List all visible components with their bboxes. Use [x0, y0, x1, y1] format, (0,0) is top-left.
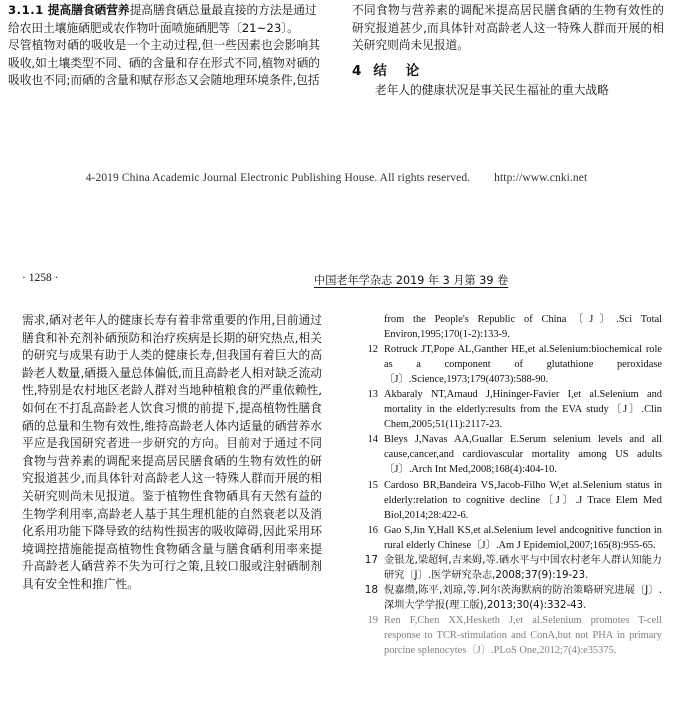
copyright-notice [0, 172, 673, 184]
reference-number: 17 [364, 553, 378, 566]
top-right-column [352, 2, 664, 99]
copyright-url: http://www.cnki.net [494, 172, 588, 184]
reference-text: 金银龙,梁超轲,吉来姆,等.硒水平与中国农村老年人群认知能力研究〔J〕.医学研究杂志,2008;37(9):19-23. [384, 554, 662, 581]
reference-number: 15 [367, 479, 378, 491]
reference-item [362, 583, 662, 613]
reference-number: 12 [367, 344, 378, 356]
reference-number: 18 [364, 583, 378, 596]
top-left-paragraph: 尽管植物对硒的吸收是一个主动过程,但一些因素也会影响其吸收,如土壤类型不同、硒的含量和存在形式不同,植物对硒的吸收也不同;而硒的含量和赋存形态又会随地理环境条件,包括 [8, 38, 320, 88]
page-folio: · 1258 · [22, 272, 59, 284]
reference-item [362, 553, 662, 583]
journal-running-head: 中国老年学杂志 2019 年 3 月第 39 卷 [314, 274, 509, 287]
reference-item [362, 432, 662, 477]
reference-text: Akbaraly NT,Arnaud J,Hininger-Favier I,et al.Selenium and mortality in the elderly:results from the EVA study〔J〕.Clin Chem,2005;51(11):2117-23. [384, 389, 662, 431]
reference-text: Cardoso BR,Bandeira VS,Jacob-Filho W,et al.Selenium status in elderly:relation to cognitive decline〔J〕.J Trace Elem Med Biol,2014;28:422-6. [384, 479, 662, 521]
reference-text: Rotruck JT,Pope AL,Ganther HE,et al.Selenium:biochemical role as a component of glutathione peroxidase〔J〕.Science,1973;179(4073):588-90. [384, 344, 662, 386]
reference-item [362, 478, 662, 523]
copyright-text: 4-2019 China Academic Journal Electronic Publishing House. All rights reserved. [85, 172, 471, 184]
top-left-column [8, 2, 320, 90]
reference-number: 16 [367, 524, 378, 536]
subsection-heading [8, 2, 320, 37]
bottom-page [0, 272, 673, 715]
bottom-left-column [22, 312, 322, 594]
page-separator-gap [0, 198, 673, 272]
section-heading-conclusion [352, 60, 664, 82]
top-right-paragraph: 不同食物与营养素的调配米提高居民膳食硒的生物有效性的研究报道甚少,而具体针对高龄老人这一特殊人群而开展的相关研究则尚未见报道。 [352, 3, 664, 53]
reference-item [362, 342, 662, 387]
reference-text: Bleys J,Navas AA,Guallar E.Serum selenium levels and all cause,cancer,and cardiovascular mortality among US adults〔J〕.Arch Int Med,2008;168(4):404-10. [384, 434, 662, 476]
reference-text: Gao S,Jin Y,Hall KS,et al.Selenium level andcognitive function in rural elderly Chinese〔J〕.Am J Epidemiol,2007;165(8):955-65. [384, 524, 662, 551]
reference-item [362, 523, 662, 553]
reference-number: 13 [367, 389, 378, 401]
references-list [362, 312, 662, 658]
subsection-title: 提高膳食硒营养 [47, 3, 130, 17]
reference-number: 14 [367, 434, 378, 446]
body-paragraph: 需求,硒对老年人的健康长寿有着非常重要的作用,目前通过膳食和补充剂补硒预防和治疗疾病是长期的研究热点,相关的研究与成果有助于人类的健康长寿,但我国有着巨大的高龄老人数量,硒摄入量总体偏低,而且高龄老人相对缺乏流动性,特别是农村地区老龄人群对当地种植粮食的严重依赖性,如何在不打乱高龄老人饮食习惯的前提下,提高植物性膳食硒的总量和生物有效性,维持高龄老人体内适量的硒营养水平应是我国研究者进一步研究的方向。目前对于通过不同食物与营养素的调配来提高居民膳食硒的生物有效性的研究报道甚少,而具体针对高龄老人这一特殊人群而开展的相关研究则尚未见报道。鉴于植物性食物硒具有天然有益的生物学利用率,高龄老人基于其生理机能的自然衰老以及消化系用功能下降导致的结构性损害的吸收障碍,因此采用环境调控措施能提高植物性食物硒含量与膳食硒利用率来提升高龄老人硒营养不失为可行之策,且较口服或注射硒制剂具有安全性和推广性。 [22, 313, 322, 591]
reference-item [362, 613, 662, 658]
subsection-number: 3.1.1 [8, 3, 44, 17]
top-page-fragment [0, 0, 673, 198]
reference-item [362, 387, 662, 432]
section-title: 结 论 [373, 62, 427, 79]
reference-continuation: from the People's Republic of China〔J〕.Sci Total Environ,1995;170(1-2):133-9. [384, 314, 662, 341]
reference-text: Ren F,Chen XX,Hesketh J,et al.Selenium promotes T-cell response to TCR-stimulation and ConA,but not PHA in primary porcine splenocytes〔J〕.PLoS One,2012;7(4):e35375. [384, 614, 662, 657]
subsection-inline-body: 提高膳食硒总量最直接的方法是通过给农田土壤施硒肥或农作物叶面喷施硒肥等〔21~23〕。 [8, 3, 317, 35]
reference-number: 19 [367, 614, 378, 626]
section-number: 4 [352, 62, 362, 79]
conclusion-paragraph: 老年人的健康状况是事关民生福祉的重大战略 [375, 82, 609, 97]
reference-text: 倪嘉缵,陈平,刘琼,等.阿尔茨海默病的防治策略研究进展〔J〕.深圳大学学报(理工版),2013;30(4):332-43. [384, 584, 662, 611]
